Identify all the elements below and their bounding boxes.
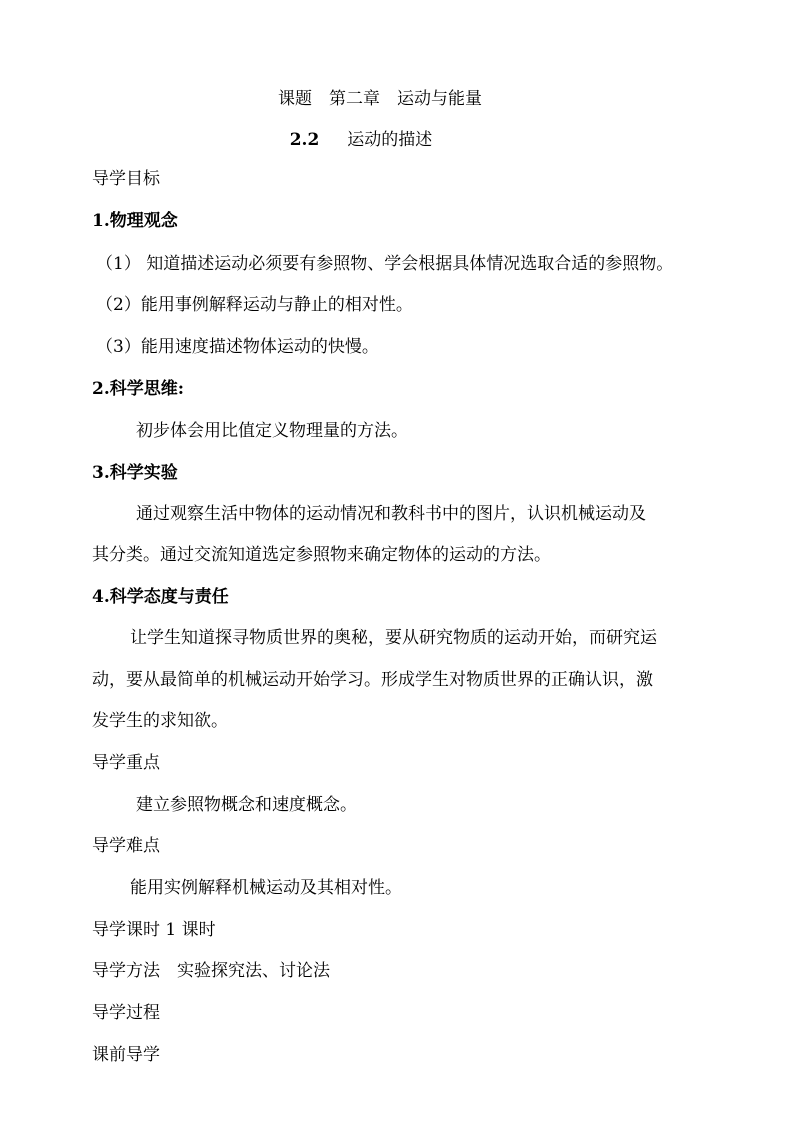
pre-class-heading: 课前导学 [92, 1045, 160, 1065]
objective-item-2: （2）能用事例解释运动与静止的相对性。 [96, 295, 413, 315]
class-hours: 导学课时 1 课时 [92, 920, 216, 940]
scientific-thinking-heading: 2.科学思维: [92, 379, 185, 399]
difficulties-text: 能用实例解释机械运动及其相对性。 [130, 878, 402, 898]
section-number: 2.2 [289, 130, 320, 150]
attitude-line-1: 让学生知道探寻物质世界的奥秘，要从研究物质的运动开始，而研究运 [130, 628, 657, 648]
attitude-line-2: 动，要从最简单的机械运动开始学习。形成学生对物质世界的正确认识，激 [92, 670, 653, 690]
objective-item-3: （3）能用速度描述物体运动的快慢。 [96, 337, 379, 357]
attitude-line-3: 发学生的求知欲。 [92, 711, 228, 731]
objective-item-1: （1） 知道描述运动必须要有参照物、学会根据具体情况选取合适的参照物。 [96, 254, 674, 274]
scientific-experiment-line-1: 通过观察生活中物体的运动情况和教科书中的图片，认识机械运动及 [136, 504, 646, 524]
difficulties-heading: 导学难点 [92, 836, 160, 856]
scientific-experiment-heading: 3.科学实验 [92, 463, 178, 483]
section-title [0, 128, 722, 152]
scientific-experiment-line-2: 其分类。通过交流知道选定参照物来确定物体的运动的方法。 [92, 545, 551, 565]
process-heading: 导学过程 [92, 1003, 160, 1023]
page-title: 课题 第二章 运动与能量 [278, 89, 482, 109]
key-points-text: 建立参照物概念和速度概念。 [136, 795, 357, 815]
section-name: 运动的描述 [347, 130, 433, 150]
key-points-heading: 导学重点 [92, 753, 160, 773]
objectives-heading: 导学目标 [92, 169, 160, 189]
attitude-heading: 4.科学态度与责任 [92, 587, 229, 607]
physics-concept-heading: 1.物理观念 [92, 211, 178, 231]
methods: 导学方法 实验探究法、讨论法 [92, 961, 330, 981]
scientific-thinking-text: 初步体会用比值定义物理量的方法。 [136, 421, 408, 441]
